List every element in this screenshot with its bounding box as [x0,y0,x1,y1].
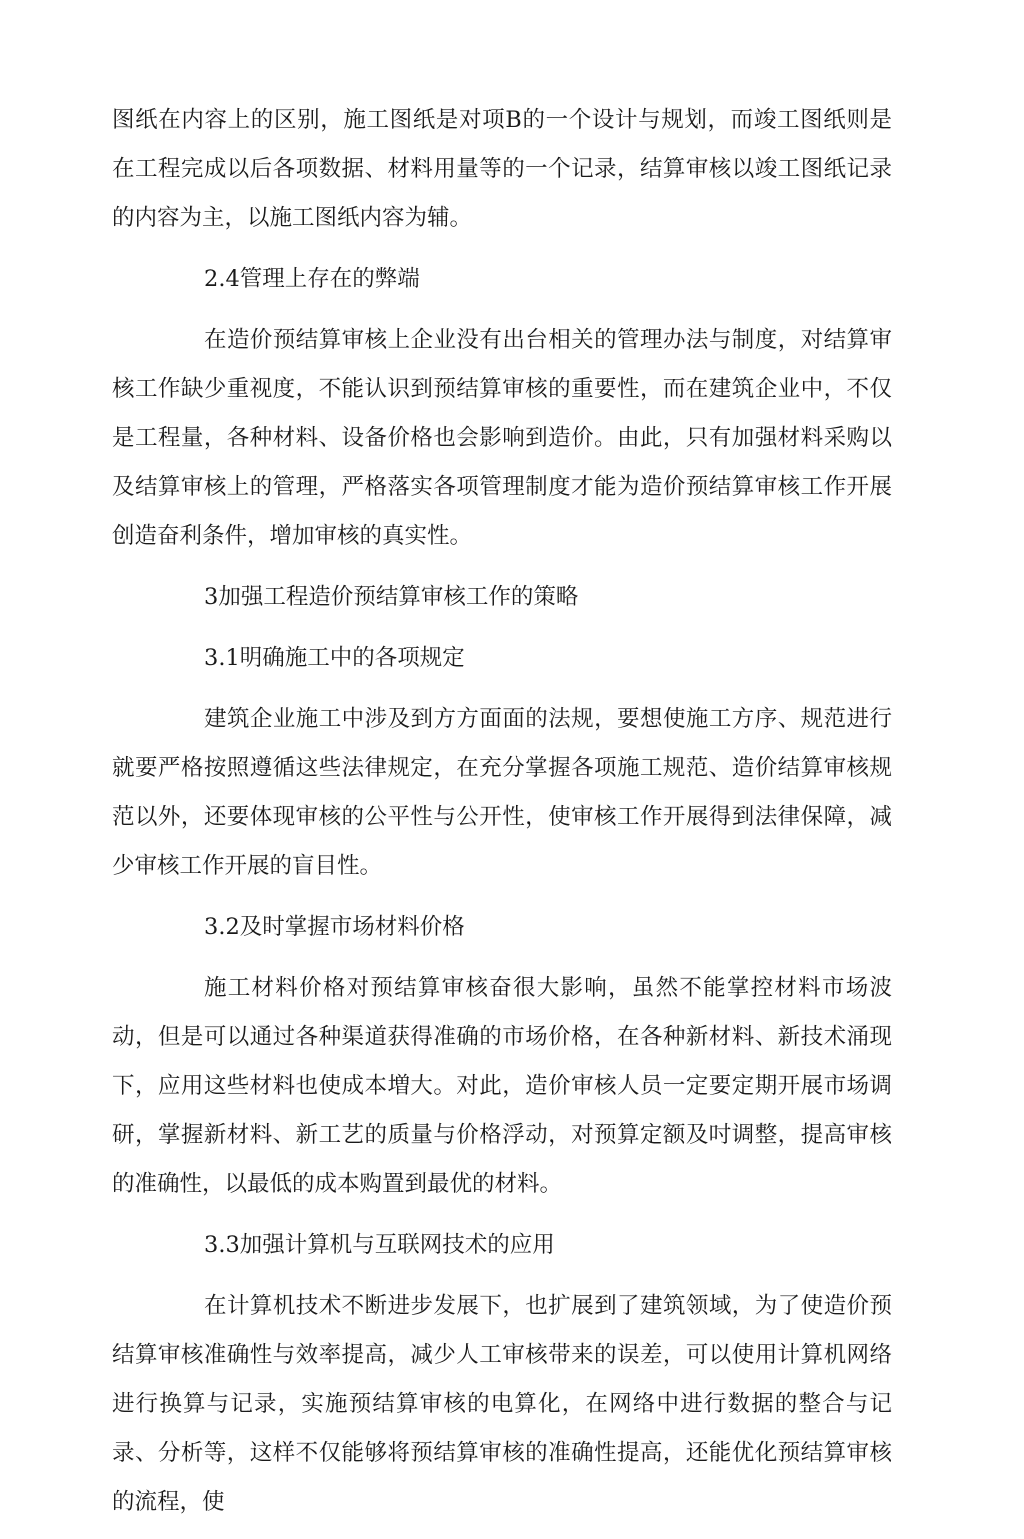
section-heading-2-4: 2.4管理上存在的弊端 [204,266,420,292]
paragraph-computer-tech: 在计算机技术不断进步发展下，也扩展到了建筑领域，为了使造价预结算审核准确性与效率提高，减少人工审核带来的误差，可以使用计算机网络进行换算与记录，实施预结算审核的电算化，在网络中进行数据的整合与记录、分析等，这样不仅能够将预结算审核的准确性提高，还能优化预结算审核的流程，使 [112,1293,892,1515]
section-heading-3: 3加强工程造价预结算审核工作的策略 [204,584,579,610]
section-heading-3-2: 3.2及时掌握市场材料价格 [204,914,465,940]
document-body [112,96,892,1539]
paragraph-regulations: 建筑企业施工中涉及到方方面面的法规，要想使施工方序、规范进行就要严格按照遵循这些法律规定，在充分掌握各项施工规范、造价结算审核规范以外，还要体现审核的公平性与公开性，使审核工作开展得到法律保障，减少审核工作开展的盲目性。 [112,706,892,879]
paragraph-continuation: 图纸在内容上的区别，施工图纸是对项B的一个设计与规划，而竣工图纸则是在工程完成以后各项数据、材料用量等的一个记录，结算审核以竣工图纸记录的内容为主，以施工图纸内容为辅。 [112,107,892,231]
section-heading-3-1: 3.1明确施工中的各项规定 [204,645,465,671]
paragraph-material-prices: 施工材料价格对预结算审核奋很大影响，虽然不能掌控材料市场波动，但是可以通过各种渠道获得准确的市场价格，在各种新材料、新技术涌现下，应用这些材料也使成本増大。对此，造价审核人员一定要定期开展市场调研，掌握新材料、新工艺的质量与价格浮动，对预算定额及吋调整，提高审核的准确性，以最低的成本购置到最优的材料。 [112,975,892,1197]
paragraph-management: 在造价预结算审核上企业没有出台相关的管理办法与制度，对结算审核工作缺少重视度，不能认识到预结算审核的重要性，而在建筑企业中，不仅是工程量，各种材料、设备价格也会影响到造价。由此，只有加强材料采购以及结算审核上的管理，严格落实各项管理制度才能为造价预结算审核工作开展创造奋利条件，增加审核的真实性。 [112,327,892,549]
section-heading-3-3: 3.3加强计算机与互联网技术的应用 [204,1232,555,1258]
